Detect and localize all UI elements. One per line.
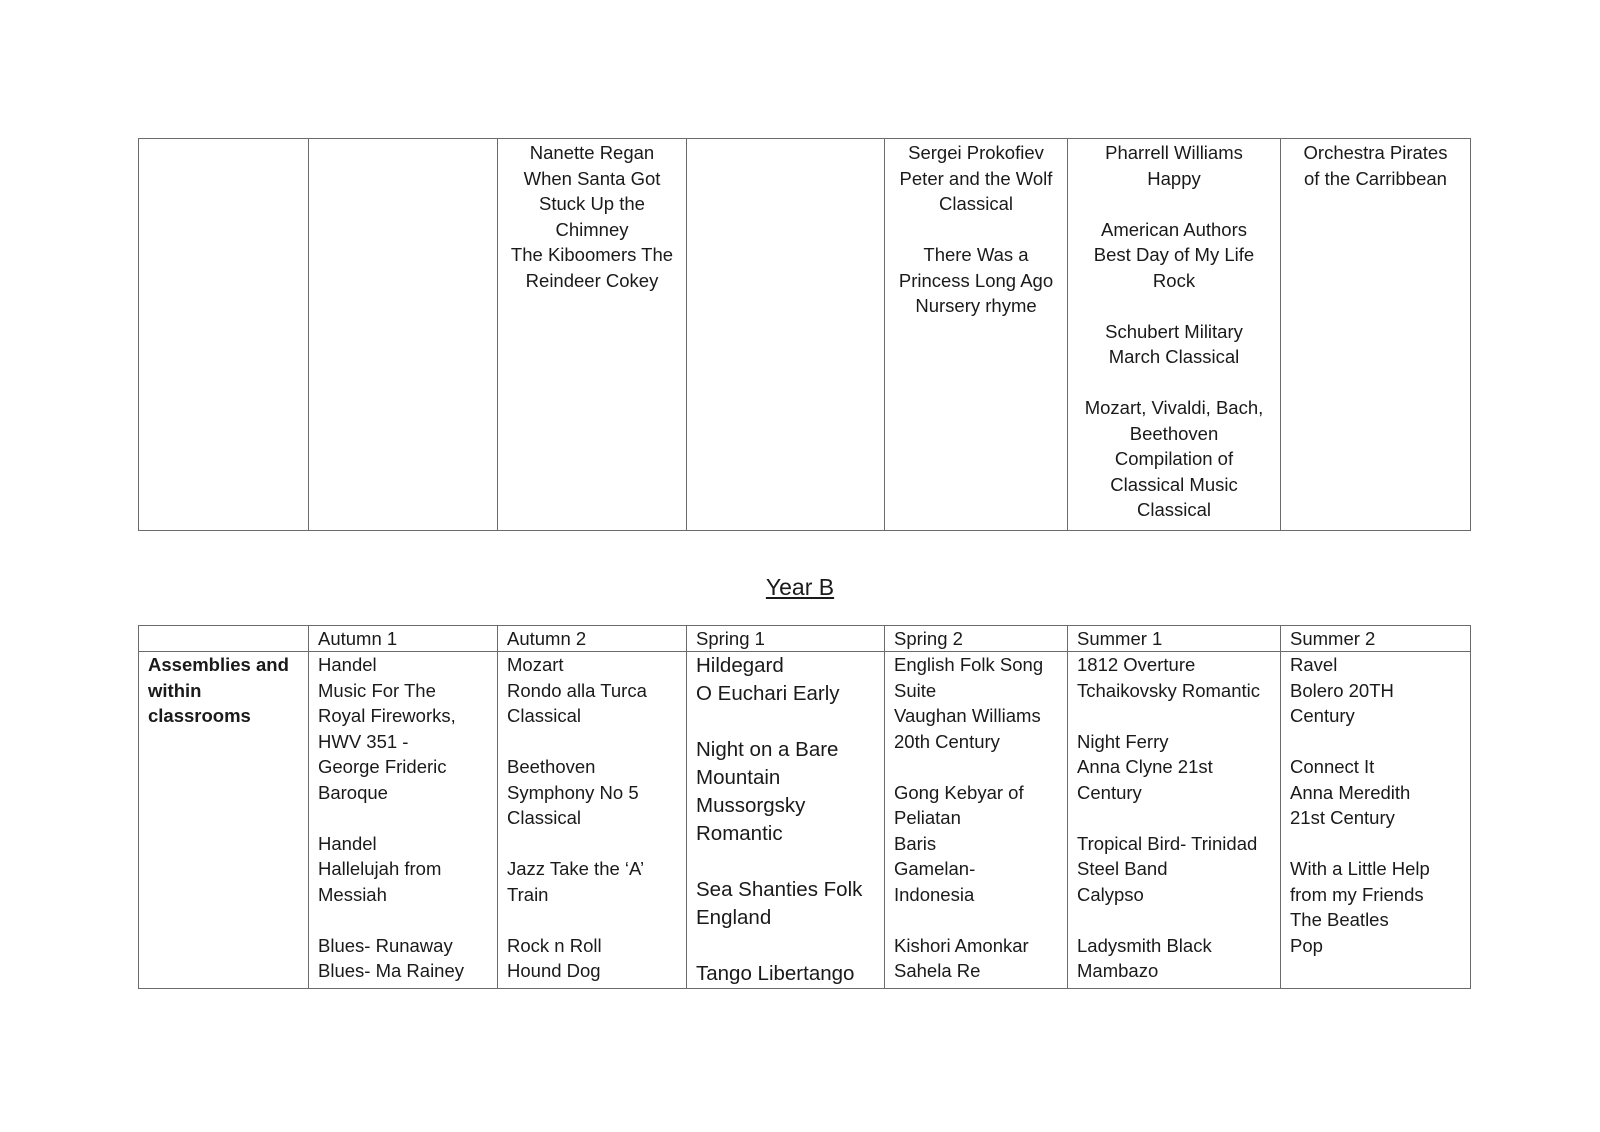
table-cell: Handel Music For The Royal Fireworks, HWV 351 - George Frideric Baroque Handel Hallelujah from Messiah Blues- Runaway Blues- Ma Rainey xyxy=(309,652,498,989)
table-row xyxy=(139,652,1471,989)
table-row xyxy=(139,139,1471,531)
table-cell: Mozart Rondo alla Turca Classical Beethoven Symphony No 5 Classical Jazz Take the ‘A’ Train Rock n Roll Hound Dog xyxy=(498,652,687,989)
section-heading: Year B xyxy=(765,574,835,600)
row-label: Assemblies and within classrooms xyxy=(139,652,309,989)
column-header: Summer 1 xyxy=(1068,626,1281,652)
table-cell: Ravel Bolero 20TH Century Connect It Anna Meredith 21st Century With a Little Help from my Friends The Beatles Pop xyxy=(1281,652,1471,989)
table-cell xyxy=(309,139,498,531)
column-header: Autumn 1 xyxy=(309,626,498,652)
table-cell: 1812 Overture Tchaikovsky Romantic Night Ferry Anna Clyne 21st Century Tropical Bird- Trinidad Steel Band Calypso Ladysmith Black Mambazo xyxy=(1068,652,1281,989)
table-cell xyxy=(139,139,309,531)
table-cell: Nanette Regan When Santa Got Stuck Up the Chimney The Kiboomers The Reindeer Cokey xyxy=(498,139,687,531)
table-cell xyxy=(687,139,885,531)
column-header: Spring 2 xyxy=(885,626,1068,652)
table-cell: Pharrell Williams Happy American Authors Best Day of My Life Rock Schubert Military March Classical Mozart, Vivaldi, Bach, Beethoven Compilation of Classical Music Classical xyxy=(1068,139,1281,531)
year-b-table xyxy=(138,625,1471,989)
table-cell: English Folk Song Suite Vaughan Williams 20th Century Gong Kebyar of Peliatan Baris Gamelan- Indonesia Kishori Amonkar Sahela Re xyxy=(885,652,1068,989)
column-header: Spring 1 xyxy=(687,626,885,652)
column-header: Autumn 2 xyxy=(498,626,687,652)
header-row xyxy=(139,626,1471,652)
table-cell: Sergei Prokofiev Peter and the Wolf Classical There Was a Princess Long Ago Nursery rhyme xyxy=(885,139,1068,531)
column-header: Summer 2 xyxy=(1281,626,1471,652)
year-a-continuation-table xyxy=(138,138,1471,531)
table-cell: Orchestra Pirates of the Carribbean xyxy=(1281,139,1471,531)
column-header xyxy=(139,626,309,652)
table-cell: Hildegard O Euchari Early Night on a Bare Mountain Mussorgsky Romantic Sea Shanties Folk England Tango Libertango xyxy=(687,652,885,989)
